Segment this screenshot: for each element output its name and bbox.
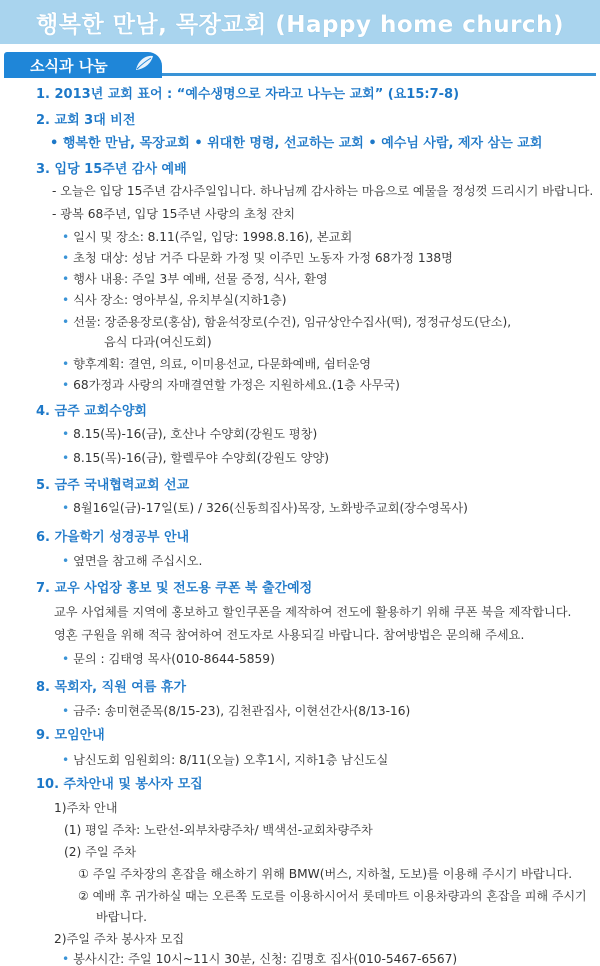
leaf-icon bbox=[134, 54, 154, 72]
section-header bbox=[0, 52, 600, 78]
item-9-heading: 9. 모임안내 bbox=[36, 728, 105, 743]
item-8-detail: 금주: 송미현준목(8/15-23), 김천관집사, 이현선간사(8/13-16) bbox=[73, 704, 411, 718]
item-7-text-a: 교우 사업체를 지역에 홍보하고 할인쿠폰을 제작하여 전도에 활용하기 위해 쿠폰 북을 제작합니다. bbox=[54, 605, 572, 619]
vision-list: • 행복한 만남, 목장교회 • 위대한 명령, 선교하는 교회 • 예수님 사람, 제자 삼는 교회 bbox=[50, 136, 543, 151]
news-content: 1. 2013년 교회 표어 : “예수생명으로 자라고 나누는 교회” (요15:7-8) 2. 교회 3대 비전 • 행복한 만남, 목장교회 • 위대한 명령, 선교하는 교회 • 예수님 사람, 제자 삼는 교회 3. 입당 15주년 감사 예배 - 오늘은 입당 15주년 감사주일입니다. 하나님께 감사하는 마음으로 예물을 정성껏 드리시기 바랍니다. - 광복 68주년, 입당 15주년 사랑의 초청 잔치 • 일시 및 장소: 8.11(주일, 입당: 1998.8.16), 본교회 • 초청 대상: 성남 거주 다문화 가정 및 이주민 노동자 가정 68가정 138명 • 행사 내용: 주일 3부 예배, 선물 증정, 식사, 환영 • 식사 장소: 영아부실, 유치부실(지하1층) • 선물: 장준용장로(홍삼), 함윤석장로(수건), 임규상안수집사(떡), 정정규성도(단소), 음식 다과(여신도회) • 향후계획: 결연, 의료, 이미용선교, 다문화예배, 쉼터운영 • 68가정과 사랑의 자매결연할 가정은 지원하세요.(1층 사무국) 4. 금주 교회수양회 • 8.15(목)-16(금), 호산나 수양회(강원도 평창) • 8.15(목)-16(금), 할렐루야 수양회(강원도 양양) 5. 금주 국내협력교회 선교 • 8월16일(금)-17일(토) / 326(신동희집사)목장, 노화방주교회(장수영목사) 6. 가을학기 성경공부 안내 • 옆면을 참고해 주십시오. 7. 교우 사업장 홍보 및 전도용 쿠폰 북 출간예정 교우 사업체를 지역에 홍보하고 할인쿠폰을 제작하여 전도에 활용하기 위해 쿠폰 북을 제작합니다. 영혼 구원을 위해 적극 참여하여 전도자로 사용되길 바랍니다. 참여방법은 문의해 주세요. • 문의 : 김태영 목사(010-8644-5859) 8. 목회자, 직원 여름 휴가 • 금주: 송미현준목(8/15-23), 김천관집사, 이현선간사(8/13-16) 9. 모임안내 • 남신도회 임원회의: 8/11(오늘) 오후1시, 지하1층 남신도실 10. 주차안내 및 봉사자 모집 1)주차 안내 (1) 평일 주차: 노란선-외부차량주차/ 백색선-교회차량주차 (2) 주일 주차 ① 주일 주차장의 혼잡을 해소하기 위해 BMW(버스, 지하철, 도보)를 이용해 주시기 바랍니다. ② 예배 후 귀가하실 때는 오른쪽 도로를 이용하시어서 롯데마트 이용차량과의 혼잡을 피해 주시기 바랍니다. 2)주일 주차 봉사자 모집 • 봉사시간: 주일 10시~11시 30분, 신청: 김명호 집사(010-5467-6567) bbox=[36, 87, 594, 966]
item-6-heading: 6. 가을학기 성경공부 안내 bbox=[36, 530, 190, 545]
item-3-detail: 식사 장소: 영아부실, 유치부실(지하1층) bbox=[73, 293, 287, 307]
parking-sunday-1: ① 주일 주차장의 혼잡을 해소하기 위해 BMW(버스, 지하철, 도보)를 이용해 주시기 바랍니다. bbox=[78, 867, 573, 881]
parking-weekday: (1) 평일 주차: 노란선-외부차량주차/ 백색선-교회차량주차 bbox=[64, 823, 373, 837]
parking-sunday-2: ② 예배 후 귀가하실 때는 오른쪽 도로를 이용하시어서 롯데마트 이용차량과의 혼잡을 피해 주시기 bbox=[78, 889, 587, 903]
item-7-text-b: 영혼 구원을 위해 적극 참여하여 전도자로 사용되길 바랍니다. 참여방법은 문의해 주세요. bbox=[54, 628, 525, 642]
item-8-heading: 8. 목회자, 직원 여름 휴가 bbox=[36, 680, 187, 695]
section-tab bbox=[4, 52, 162, 78]
volunteer-recruit: 2)주일 주차 봉사자 모집 bbox=[54, 932, 185, 946]
volunteer-detail: 봉사시간: 주일 10시~11시 30분, 신청: 김명호 집사(010-5467-6567) bbox=[73, 952, 458, 966]
item-3-detail: 일시 및 장소: 8.11(주일, 입당: 1998.8.16), 본교회 bbox=[73, 230, 353, 244]
item-3-detail: 행사 내용: 주일 3부 예배, 선물 증정, 식사, 환영 bbox=[73, 272, 328, 286]
item-5-detail: 8월16일(금)-17일(토) / 326(신동희집사)목장, 노화방주교회(장수영목사) bbox=[73, 501, 468, 515]
item-5-heading: 5. 금주 국내협력교회 선교 bbox=[36, 478, 190, 493]
item-4-detail: 8.15(목)-16(금), 호산나 수양회(강원도 평창) bbox=[73, 427, 318, 441]
item-2-heading: 2. 교회 3대 비전 bbox=[36, 113, 136, 128]
item-3-detail: 향후계획: 결연, 의료, 이미용선교, 다문화예배, 쉼터운영 bbox=[73, 357, 372, 371]
item-7-contact: 문의 : 김태영 목사(010-8644-5859) bbox=[73, 652, 275, 666]
item-3-detail: 68가정과 사랑의 자매결연할 가정은 지원하세요.(1층 사무국) bbox=[73, 378, 400, 392]
item-3-text-a: - 오늘은 입당 15주년 감사주일입니다. 하나님께 감사하는 마음으로 예물을 정성껏 드리시기 바랍니다. bbox=[52, 184, 594, 198]
header-banner bbox=[0, 0, 600, 44]
item-3-heading: 3. 입당 15주년 감사 예배 bbox=[36, 162, 187, 177]
parking-sunday: (2) 주일 주차 bbox=[64, 845, 137, 859]
item-4-heading: 4. 금주 교회수양회 bbox=[36, 404, 147, 419]
item-3-detail: 선물: 장준용장로(홍삼), 함윤석장로(수건), 임규상안수집사(떡), 정정규성도(단소), bbox=[73, 315, 512, 329]
church-title: 행복한 만남, 목장교회 (Happy home church) bbox=[36, 11, 564, 38]
item-6-detail: 옆면을 참고해 주십시오. bbox=[73, 554, 203, 568]
section-label: 소식과 나눔 bbox=[30, 56, 108, 75]
item-10-heading: 10. 주차안내 및 봉사자 모집 bbox=[36, 777, 203, 792]
item-3-text-b: - 광복 68주년, 입당 15주년 사랑의 초청 잔치 bbox=[52, 207, 296, 221]
parking-sunday-2-cont: 바랍니다. bbox=[96, 910, 147, 924]
item-1-heading: 1. 2013년 교회 표어 : “예수생명으로 자라고 나누는 교회” (요15:7-8) bbox=[36, 87, 460, 102]
item-7-heading: 7. 교우 사업장 홍보 및 전도용 쿠폰 북 출간예정 bbox=[36, 581, 313, 596]
item-3-detail-cont: 음식 다과(여신도회) bbox=[104, 335, 212, 349]
item-9-detail: 남신도회 임원회의: 8/11(오늘) 오후1시, 지하1층 남신도실 bbox=[73, 753, 389, 767]
item-3-detail: 초청 대상: 성남 거주 다문화 가정 및 이주민 노동자 가정 68가정 138명 bbox=[73, 251, 453, 265]
parking-guide: 1)주차 안내 bbox=[54, 801, 118, 815]
item-4-detail: 8.15(목)-16(금), 할렐루야 수양회(강원도 양양) bbox=[73, 451, 329, 465]
